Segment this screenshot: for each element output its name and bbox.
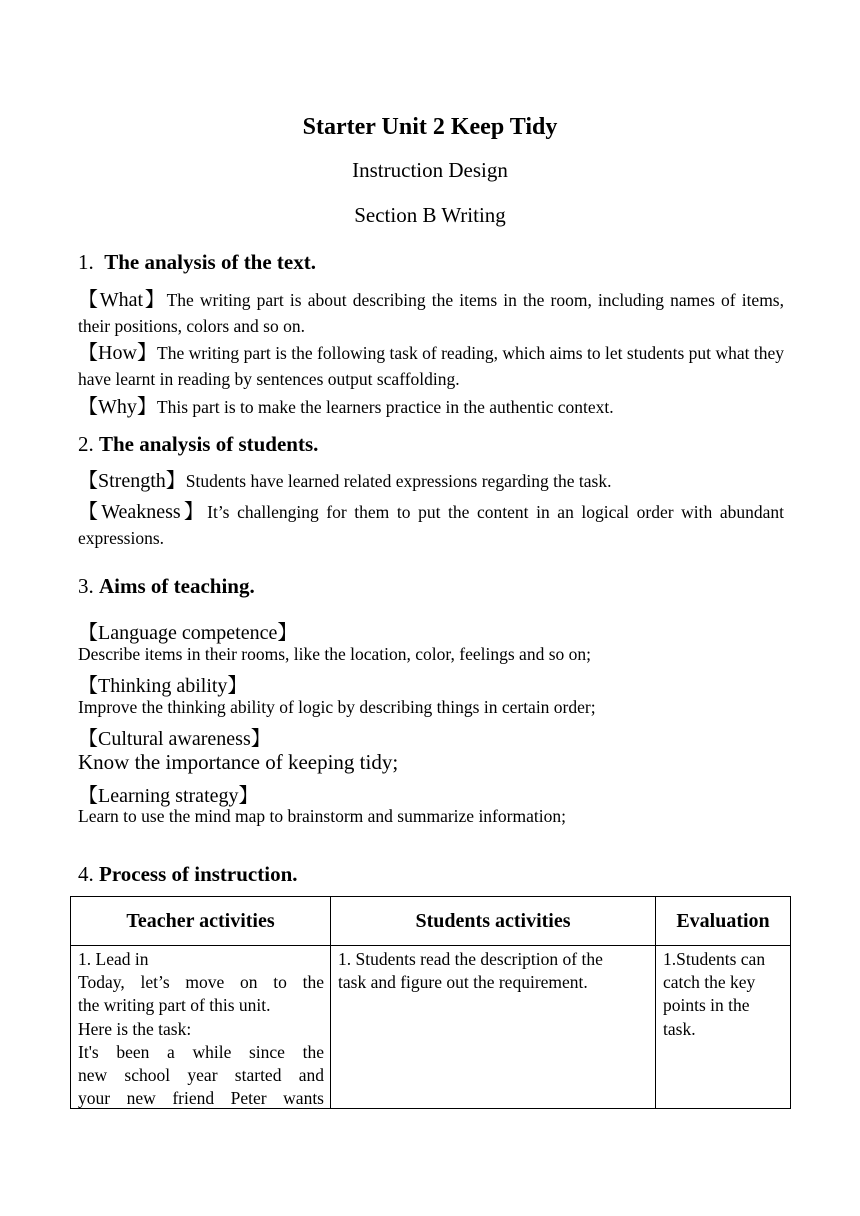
section-title: The analysis of the text. — [104, 250, 316, 274]
aim-text: Improve the thinking ability of logic by describing things in certain order; — [78, 697, 596, 717]
cell-line: task. — [663, 1018, 696, 1039]
aim-heading: 【Thinking ability】 — [78, 675, 248, 697]
cell-line: points in the — [663, 995, 750, 1016]
table-header-row — [71, 897, 791, 946]
what-paragraph — [78, 287, 784, 339]
weakness-paragraph — [78, 499, 784, 551]
weakness-tag: 【Weakness】 — [78, 501, 208, 523]
teacher-cell — [71, 946, 331, 1109]
column-header-teacher: Teacher activities — [71, 897, 331, 946]
what-text: The writing part is about describing the items in the room, including names of items, their positions, colors and so on. — [78, 290, 784, 336]
process-table — [70, 896, 791, 1109]
section-title: Aims of teaching. — [99, 574, 255, 598]
cell-line: 1. Lead in — [78, 949, 149, 969]
section-number: 2. — [78, 432, 94, 456]
aim-heading: 【Learning strategy】 — [78, 785, 259, 807]
page-subtitle: Instruction Design — [352, 158, 508, 182]
how-paragraph — [78, 340, 784, 392]
section-title: Process of instruction. — [99, 862, 298, 886]
section-name: Section B Writing — [354, 203, 506, 227]
aim-heading: 【Language competence】 — [78, 622, 298, 644]
strength-paragraph — [78, 468, 784, 494]
cell-line: 1.Students can — [663, 949, 766, 969]
evaluation-cell — [656, 946, 791, 1109]
aim-text: Learn to use the mind map to brainstorm and summarize information; — [78, 806, 566, 826]
students-cell — [331, 946, 656, 1109]
aim-text: Know the importance of keeping tidy; — [78, 750, 399, 774]
cell-line: task and figure out the requirement. — [338, 972, 588, 993]
section-number: 4. — [78, 862, 94, 886]
table-row — [71, 946, 791, 1109]
why-paragraph — [78, 394, 784, 420]
weakness-text: It’s challenging for them to put the content in an logical order with abundant expressions. — [78, 502, 784, 548]
why-text: This part is to make the learners practice in the authentic context. — [156, 397, 614, 417]
section-number: 1. — [78, 250, 94, 274]
cell-line: 1. Students read the description of the — [338, 949, 603, 969]
aim-heading: 【Cultural awareness】 — [78, 728, 271, 750]
cell-line: Here is the task: — [78, 1018, 192, 1039]
section4-heading — [78, 862, 298, 887]
how-text: The writing part is the following task of reading, which aims to let students put what they have learnt in reading by sentences output scaffolding. — [78, 343, 785, 389]
section3-heading — [78, 574, 255, 599]
section1-heading — [78, 250, 316, 275]
column-header-students: Students activities — [331, 897, 656, 946]
why-tag: 【Why】 — [78, 396, 157, 418]
section2-heading — [78, 432, 318, 457]
page-title: Starter Unit 2 Keep Tidy — [302, 114, 558, 140]
cell-line: the writing part of this unit. — [78, 995, 271, 1016]
cell-line: catch the key — [663, 972, 756, 993]
cell-line: your new friend Peter wants — [78, 1088, 324, 1108]
how-tag: 【How】 — [78, 342, 157, 364]
column-header-evaluation: Evaluation — [656, 897, 791, 946]
cell-line: new school year started and — [78, 1065, 324, 1086]
cell-line: Today, let’s move on to the — [78, 972, 324, 993]
strength-tag: 【Strength】 — [78, 470, 186, 492]
section-title: The analysis of students. — [99, 432, 319, 456]
cell-line: It's been a while since the — [78, 1041, 324, 1062]
aim-text: Describe items in their rooms, like the location, color, feelings and so on; — [78, 644, 591, 664]
strength-text: Students have learned related expressions regarding the task. — [185, 471, 612, 491]
what-tag: 【What】 — [78, 289, 167, 311]
section-number: 3. — [78, 574, 94, 598]
